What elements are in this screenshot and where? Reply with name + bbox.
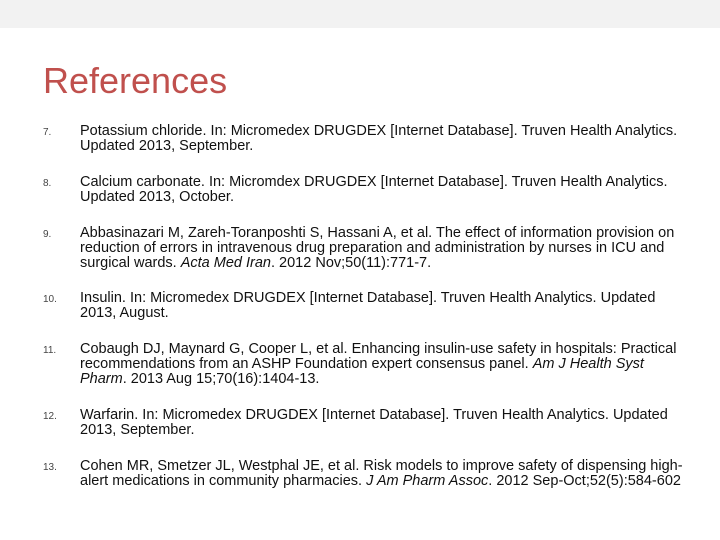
list-item <box>43 226 683 271</box>
top-band <box>0 0 720 28</box>
reference-number: 13. <box>43 462 57 473</box>
reference-text: Potassium chloride. In: Micromedex DRUGDEX [Internet Database]. Truven Health Analytics. Updated 2013, September. <box>80 123 678 154</box>
reference-list <box>43 124 683 489</box>
reference-text: Warfarin. In: Micromedex DRUGDEX [Internet Database]. Truven Health Analytics. Updated 2013, September. <box>80 407 668 438</box>
reference-text: Abbasinazari M, Zareh-Toranposhti S, Hassani A, et al. The effect of information provision on reduction of errors in intravenous drug preparation and administration by nurses in ICU and surgical wards. Acta Med Iran. 2012 Nov;50(11):771-7. <box>80 225 675 271</box>
reference-text: Cobaugh DJ, Maynard G, Cooper L, et al. Enhancing insulin-use safety in hospitals: Practical recommendations from an ASHP Foundation expert consensus panel. Am J Health Syst Pharm. 2013 Aug 15;70(16):1404-13. <box>80 341 677 387</box>
list-item <box>43 291 683 321</box>
reference-number: 9. <box>43 229 52 240</box>
list-item <box>43 124 683 154</box>
reference-text: Insulin. In: Micromedex DRUGDEX [Internet Database]. Truven Health Analytics. Updated 2013, August. <box>80 290 656 321</box>
list-item <box>43 459 683 489</box>
reference-number: 8. <box>43 178 52 189</box>
reference-text: Cohen MR, Smetzer JL, Westphal JE, et al. Risk models to improve safety of dispensing high-alert medications in community pharmacies. J Am Pharm Assoc. 2012 Sep-Oct;52(5):584-602 <box>80 458 683 489</box>
journal-name: J Am Pharm Assoc <box>366 473 489 489</box>
reference-number: 7. <box>43 127 52 138</box>
reference-text: Calcium carbonate. In: Micromdex DRUGDEX [Internet Database]. Truven Health Analytics. Updated 2013, October. <box>80 174 668 205</box>
list-item <box>43 342 683 387</box>
page-title: References <box>43 60 228 101</box>
list-item <box>43 408 683 438</box>
journal-name: Acta Med Iran <box>180 255 271 271</box>
reference-number: 10. <box>43 294 57 305</box>
reference-number: 12. <box>43 411 57 422</box>
reference-number: 11. <box>43 345 57 356</box>
list-item <box>43 175 683 205</box>
journal-name: Am J Health Syst Pharm <box>80 356 644 387</box>
